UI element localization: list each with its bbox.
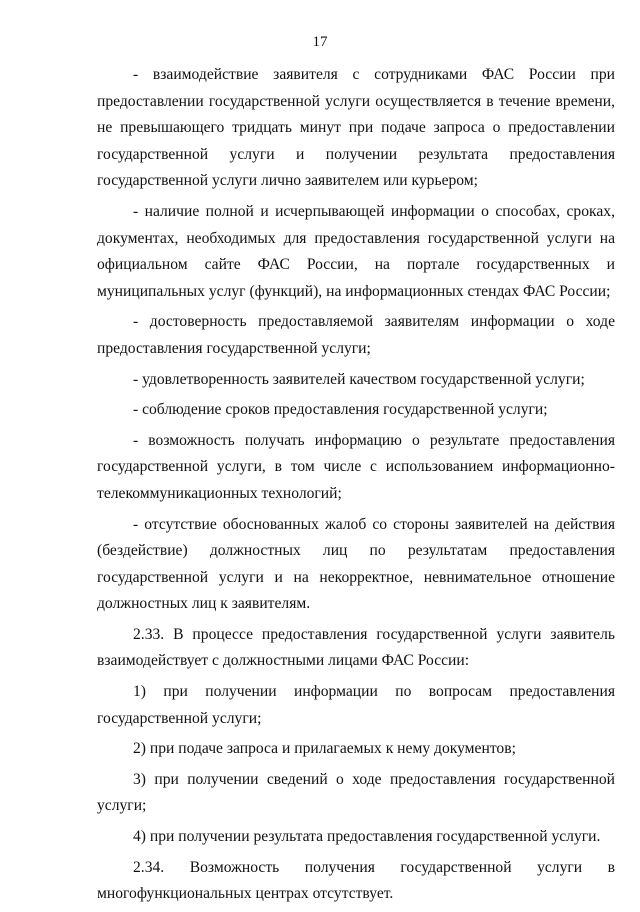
paragraph-result-information: - возможность получать информацию о результате предоставления государственной услуги, в том числе с использованием информационно-телекоммуникационных технологий; bbox=[97, 431, 615, 502]
list-item-4: 4) при получении результата предоставления государственной услуги. bbox=[133, 828, 601, 846]
paragraph-section-2-34: 2.34. Возможность получения государственной услуги в многофункциональных центрах отсутствует. bbox=[97, 858, 615, 903]
list-item-3: 3) при получении сведений о ходе предоставления государственной услуги; bbox=[97, 770, 615, 815]
paragraph-interaction-time: - взаимодействие заявителя с сотрудниками ФАС России при предоставлении государственной услуги осуществляется в течение времени, не превышающего тридцать минут при подаче запроса о предоставлении государственной услуги и получении результата предоставления государственной услуги лично заявителем или курьером; bbox=[97, 66, 615, 190]
list-item-2: 2) при подаче запроса и прилагаемых к нему документов; bbox=[133, 740, 516, 758]
paragraph-information-completeness: - наличие полной и исчерпывающей информации о способах, сроках, документах, необходимых для предоставления государственной услуги на официальном сайте ФАС России, на портале государственных и муниципальных услуг (функций), на информационных стендах ФАС России; bbox=[97, 202, 615, 300]
document-body bbox=[97, 62, 615, 912]
paragraph-deadline-compliance: - соблюдение сроков предоставления государственной услуги; bbox=[133, 401, 548, 419]
page-number: 17 bbox=[312, 34, 328, 50]
paragraph-applicant-satisfaction: - удовлетворенность заявителей качеством государственной услуги; bbox=[133, 370, 585, 388]
paragraph-information-reliability: - достоверность предоставляемой заявителям информации о ходе предоставления государственной услуги; bbox=[97, 313, 615, 357]
list-item-1: 1) при получении информации по вопросам предоставления государственной услуги; bbox=[97, 683, 615, 727]
paragraph-section-2-33: 2.33. В процессе предоставления государственной услуги заявитель взаимодействует с должностными лицами ФАС России: bbox=[97, 625, 615, 670]
paragraph-no-complaints: - отсутствие обоснованных жалоб со стороны заявителей на действия (бездействие) должностных лиц по результатам предоставления государственной услуги и на некорректное, невнимательное отношение должностных лиц к заявителям. bbox=[97, 515, 615, 613]
